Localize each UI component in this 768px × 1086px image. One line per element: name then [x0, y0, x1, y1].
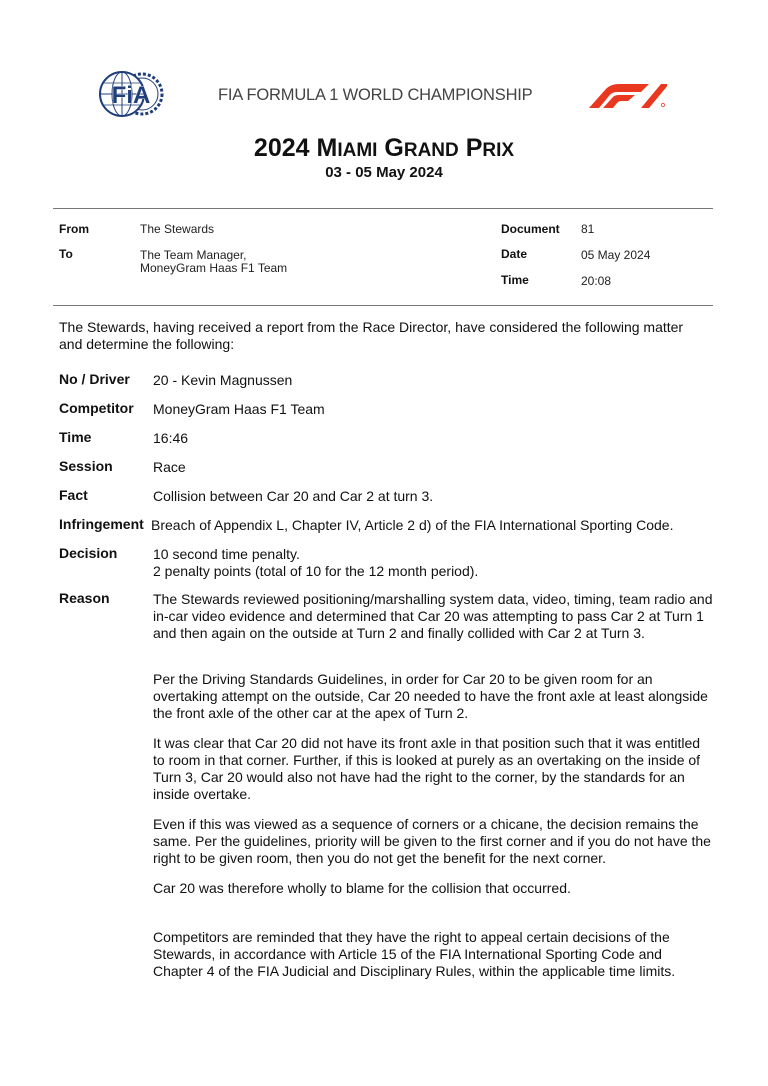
fia-logo-icon: [98, 70, 164, 118]
date-value: 05 May 2024: [581, 248, 651, 262]
reason-paragraph-5: Car 20 was therefore wholly to blame for the collision that occurred.: [153, 880, 571, 896]
championship-title: FIA FORMULA 1 WORLD CHAMPIONSHIP: [218, 86, 533, 104]
incident-time-value: 16:46: [153, 430, 189, 446]
fact-value: Collision between Car 20 and Car 2 at turn 3.: [153, 488, 434, 504]
svg-text:FiA: FiA: [111, 82, 151, 109]
from-value: The Stewards: [140, 222, 215, 236]
driver-label: No / Driver: [59, 371, 130, 387]
infringement-value: Breach of Appendix L, Chapter IV, Article 2 d) of the FIA International Sporting Code.: [151, 517, 674, 533]
reason-paragraph-3: It was clear that Car 20 did not have its front axle in that position such that it was entitled to room in that corner. Further, if this is looked at purely as an overtaking on the inside of Turn 3, Car 20 would also not have had the right to the corner, by the standards for an inside overtake.: [153, 735, 701, 802]
reason-paragraph-1: The Stewards reviewed positioning/marshalling system data, video, timing, team radio and in-car video evidence and determined that Car 20 was attempting to pass Car 2 at Turn 1 and then again on the outside at Turn 2 and finally collided with Car 2 at Turn 3.: [153, 591, 713, 641]
fact-label: Fact: [59, 487, 88, 503]
time-value: 20:08: [581, 274, 612, 288]
incident-time-label: Time: [59, 429, 92, 445]
date-label: Date: [501, 247, 528, 261]
time-label: Time: [501, 273, 529, 287]
document-number: 81: [581, 222, 595, 236]
to-value-line2: MoneyGram Haas F1 Team: [140, 261, 288, 275]
decision-line-2: 2 penalty points (total of 10 for the 12 month period).: [153, 563, 479, 579]
intro-text: The Stewards, having received a report from the Race Director, have considered the following matter and determine the following:: [59, 319, 684, 352]
document-label: Document: [501, 222, 560, 236]
divider-bottom: [53, 305, 713, 306]
decision-line-1: 10 second time penalty.: [153, 546, 300, 562]
session-label: Session: [59, 458, 113, 474]
competitor-label: Competitor: [59, 400, 134, 416]
to-value-line1: The Team Manager,: [140, 248, 247, 262]
from-label: From: [59, 222, 89, 236]
infringement-label: Infringement: [59, 516, 144, 532]
competitor-value: MoneyGram Haas F1 Team: [153, 401, 325, 417]
f1-logo-icon: [575, 82, 667, 108]
event-dates: 03 - 05 May 2024: [325, 164, 443, 181]
decision-value: [153, 546, 713, 580]
appeal-notice: Competitors are reminded that they have the right to appeal certain decisions of the Stewards, in accordance with Article 15 of the FIA International Sporting Code and Chapter 4 of the FIA Judicial and Disciplinary Rules, within the applicable time limits.: [153, 929, 676, 979]
to-label: To: [59, 247, 73, 261]
reason-paragraph-2: Per the Driving Standards Guidelines, in order for Car 20 to be given room for an overtaking attempt on the outside, Car 20 needed to have the front axle at least alongside the front axle of the other car at the apex of Turn 2.: [153, 671, 708, 721]
event-title: 2024 MIAMI GRAND PRIX: [253, 134, 515, 162]
to-value: [140, 249, 287, 275]
reason-label: Reason: [59, 590, 110, 606]
decision-label: Decision: [59, 545, 118, 561]
divider-top: [53, 208, 713, 209]
reason-paragraph-4: Even if this was viewed as a sequence of corners or a chicane, the decision remains the same. Per the guidelines, priority will be given to the first corner and if you do not have the right to be given room, then you do not get the benefit for the next corner.: [153, 816, 711, 866]
session-value: Race: [153, 459, 186, 475]
driver-value: 20 - Kevin Magnussen: [153, 372, 293, 388]
